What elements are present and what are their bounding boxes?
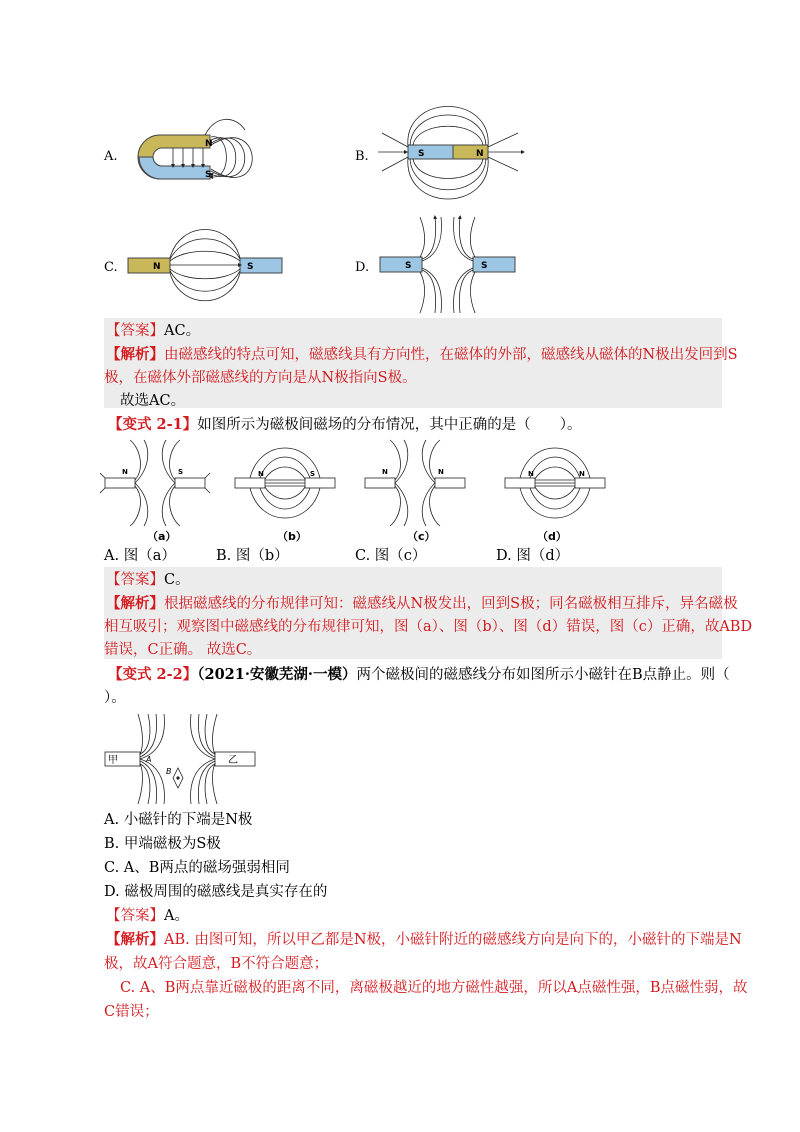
q22-figure — [100, 712, 270, 807]
pole-label: N — [528, 470, 534, 478]
q21-analysis: 【解析】根据磁感线的分布规律可知：磁感线从N极发出，回到S极；同名磁极相互排斥，异名磁极 — [106, 595, 738, 612]
q22-analysis-line4: C错误； — [104, 1004, 159, 1020]
pole-label: S — [247, 262, 254, 272]
q21-analysis-line2: 相互吸引；观察图中磁感线的分布规律可知，图（a）、图（b）、图（d）错误，图（c）正确，故ABD — [104, 619, 753, 635]
q1-conclusion: 故选AC。 — [120, 393, 186, 409]
pole-label: N — [438, 468, 444, 476]
caption-a: （a） — [147, 530, 177, 543]
pole-label: N — [579, 470, 585, 478]
q21-option-b: B. 图（b） — [216, 548, 289, 564]
q21-question: 【变式 2-1】如图所示为磁极间磁场的分布情况，其中正确的是（ ）。 — [108, 416, 582, 433]
q21-answer: 【答案】C。 — [106, 572, 190, 588]
figure-option-b — [378, 95, 528, 215]
pole-label: N — [205, 139, 213, 149]
q22-analysis-line2: 极，故A符合题意，B不符合题意； — [104, 956, 329, 972]
q22-question-line2: ）。 — [104, 690, 126, 706]
q21-figures — [100, 438, 620, 538]
option-b-label: B. — [355, 149, 369, 164]
point-b-label: B — [166, 767, 172, 776]
q21-option-a: A. 图（a） — [104, 548, 176, 564]
q22-answer: 【答案】A。 — [106, 908, 189, 924]
q22-option-a: A. 小磁针的下端是N极 — [104, 812, 253, 828]
q21-analysis-line3: 错误，C正确。 故选C。 — [104, 642, 262, 658]
caption-b: （b） — [277, 530, 307, 543]
pole-label: S — [205, 170, 212, 180]
q21-option-c: C. 图（c） — [355, 548, 427, 564]
pole-label: S — [405, 261, 412, 271]
q21-option-d: D. 图（d） — [496, 548, 570, 564]
magnet-left-label: 甲 — [108, 755, 118, 766]
pole-label: N — [122, 468, 128, 476]
option-a-label: A. — [104, 149, 118, 164]
q22-question: 【变式 2-2】（2021·安徽芜湖·一模）两个磁极间的磁感线分布如图所示小磁针在B点静止。则（ — [108, 666, 730, 683]
caption-c: （c） — [407, 530, 436, 543]
q22-analysis-line3: C. A、B两点靠近磁极的距离不同，离磁极越近的地方磁性越强，所以A点磁性强，B点磁性弱，故 — [120, 980, 748, 996]
pole-label: S — [418, 149, 425, 159]
q1-analysis-line2: 极，在磁体外部磁感线的方向是从N极指向S极。 — [104, 370, 417, 386]
pole-label: N — [153, 262, 161, 272]
q1-answer: 【答案】AC。 — [106, 323, 201, 339]
magnet-right-label: 乙 — [228, 755, 238, 766]
q1-analysis: 【解析】由磁感线的特点可知，磁感线具有方向性，在磁体的外部，磁感线从磁体的N极出发回到S — [106, 346, 738, 363]
q22-analysis: 【解析】AB. 由图可知，所以甲乙都是N极，小磁针附近的磁感线方向是向下的，小磁针的下端是N — [106, 931, 742, 948]
pole-label: S — [310, 470, 316, 478]
q22-option-d: D. 磁极周围的磁感线是真实存在的 — [104, 884, 328, 900]
pole-label: S — [481, 261, 488, 271]
q22-option-b: B. 甲端磁极为S极 — [104, 836, 221, 852]
pole-label: N — [382, 468, 388, 476]
figure-option-d — [375, 215, 520, 315]
option-d-label: D. — [355, 260, 370, 275]
pole-label: N — [258, 470, 264, 478]
q22-option-c: C. A、B两点的磁场强弱相同 — [104, 860, 290, 876]
figure-option-c — [125, 220, 285, 310]
figure-option-a — [125, 110, 275, 205]
pole-label: S — [178, 468, 184, 476]
caption-d: （d） — [537, 530, 567, 543]
point-a-label: A — [146, 755, 152, 764]
option-c-label: C. — [104, 260, 118, 275]
pole-label: N — [476, 149, 484, 159]
